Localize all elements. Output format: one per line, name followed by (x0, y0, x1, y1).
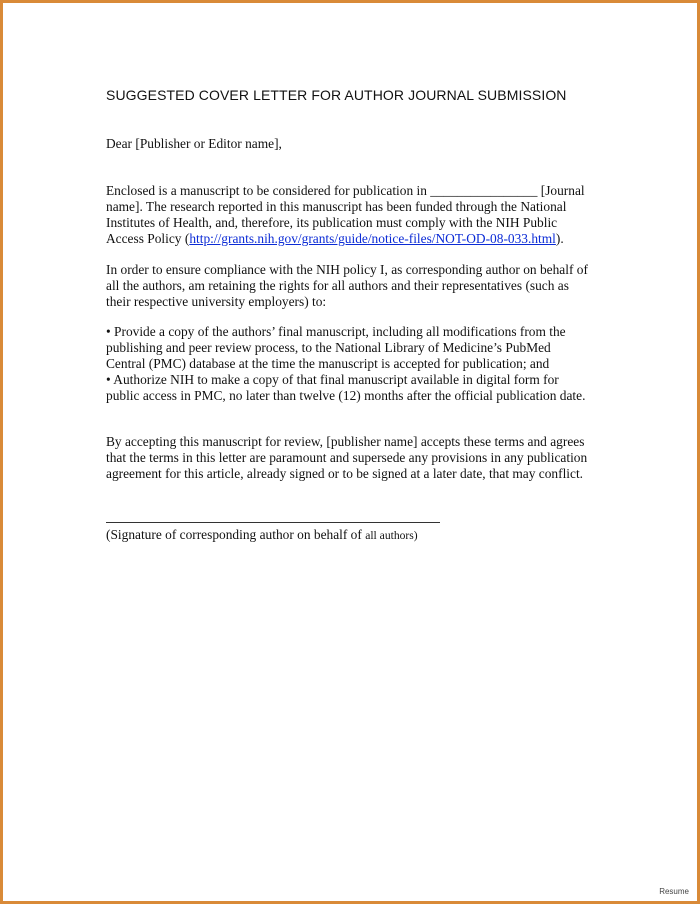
signature-label-small: all authors) (365, 529, 418, 542)
paragraph-line: that the terms in this letter are paramount and supersede any provisions in any publication (106, 450, 588, 465)
resume-watermark: Resume (659, 887, 689, 896)
paragraph-line: agreement for this article, already signed or to be signed at a later date, that may conflict. (106, 466, 584, 481)
bullet-item-authorize: • Authorize NIH to make a copy of that final manuscript available in digital form for (106, 372, 559, 387)
paragraph-line: all the authors, am retaining the rights for all authors and their representatives (such as (106, 278, 569, 293)
paragraph-line: By accepting this manuscript for review, [publisher name] accepts these terms and agrees (106, 434, 585, 449)
nih-policy-link[interactable]: http://grants.nih.gov/grants/guide/notice-files/NOT-OD-08-033.html (189, 231, 556, 246)
signature-caption (106, 527, 606, 544)
salutation-text: Dear [Publisher or Editor name], (106, 136, 282, 151)
bullet-item-provide: • Provide a copy of the authors’ final manuscript, including all modifications from the (106, 324, 566, 339)
bullet-list (106, 324, 606, 404)
document-title: SUGGESTED COVER LETTER FOR AUTHOR JOURNAL SUBMISSION (106, 87, 567, 103)
link-prefix: Access Policy ( (106, 231, 190, 246)
paragraph-line: Institutes of Health, and, therefore, its publication must comply with the NIH Public (106, 215, 558, 230)
link-suffix: ). (555, 231, 564, 246)
paragraph-intro (106, 183, 606, 247)
paragraph-compliance (106, 262, 606, 310)
bullet-continuation: public access in PMC, no later than twelve (12) months after the official publication date. (106, 388, 586, 403)
signature-line (106, 522, 440, 523)
signature-label-main: (Signature of corresponding author on behalf of (106, 527, 366, 542)
paragraph-line: their respective university employers) to: (106, 294, 327, 309)
bullet-continuation: publishing and peer review process, to the National Library of Medicine’s PubMed (106, 340, 551, 355)
paragraph-acceptance (106, 434, 606, 482)
paragraph-line: In order to ensure compliance with the NIH policy I, as corresponding author on behalf of (106, 262, 588, 277)
signature-label (106, 527, 606, 544)
paragraph-line: name]. The research reported in this manuscript has been funded through the National (106, 199, 567, 214)
paragraph-line-with-link (106, 231, 606, 247)
bullet-continuation: Central (PMC) database at the time the manuscript is accepted for publication; and (106, 356, 550, 371)
paragraph-line: Enclosed is a manuscript to be considered for publication in ________________ [Journal (106, 183, 585, 198)
salutation (106, 136, 606, 152)
